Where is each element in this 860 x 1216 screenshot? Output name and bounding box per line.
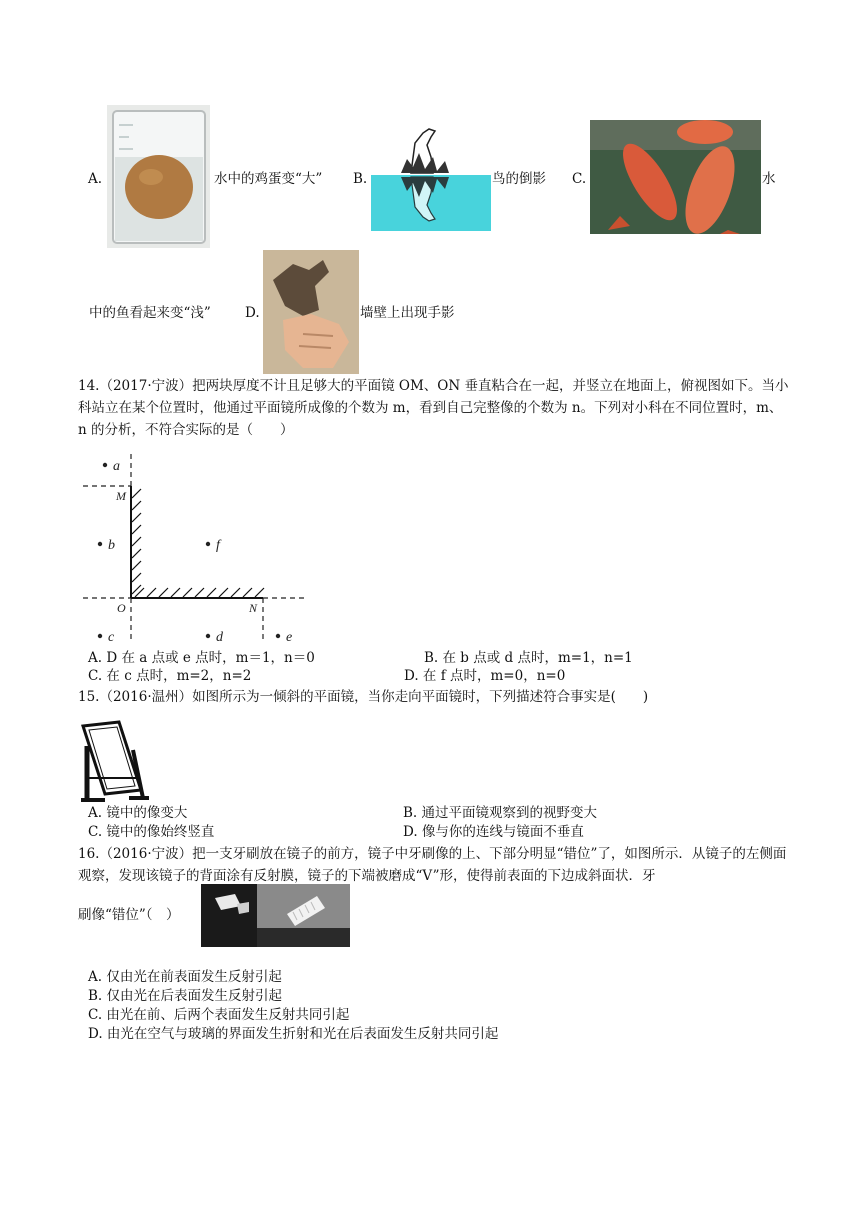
q14-option-c: C. 在 c 点时，m=2，n=2	[88, 668, 252, 684]
question-16-stem-end: 刷像“错位”（ ）	[78, 907, 180, 923]
q15-option-a: A. 镜中的像变大	[88, 805, 188, 821]
option-a-text: 水中的鸡蛋变“大”	[214, 171, 323, 187]
q15-option-d: D. 像与你的连线与镜面不垂直	[403, 824, 584, 840]
q16-option-d: D. 由光在空气与玻璃的界面发生折射和光在后表面发生反射共同引起	[88, 1026, 499, 1042]
option-c-text-2: 中的鱼看起来变“浅”	[89, 305, 211, 321]
mirror-top-view-figure	[83, 452, 308, 648]
question-16-stem: 16.（2016·宁波）把一支牙刷放在镜子的前方，镜子中牙刷像的上、下部分明显“错位”了，如图所示．从镜子的左侧面观察，发现该镜子的背面涂有反射膜，镜子的下端被磨成“V”形，使得前表面的下边成斜面状．牙	[78, 846, 787, 884]
label-d: d	[216, 630, 223, 645]
q14-option-a: A. D 在 a 点或 e 点时，m＝1，n＝0	[88, 650, 315, 666]
hand-shadow-image	[263, 250, 359, 374]
label-O: O	[117, 601, 126, 615]
q15-option-c: C. 镜中的像始终竖直	[88, 824, 215, 840]
point-d	[206, 634, 210, 638]
point-a	[103, 463, 107, 467]
point-e	[276, 634, 280, 638]
question-14-stem: 14.（2017·宁波）把两块厚度不计且足够大的平面镜 OM、ON 垂直粘合在一起，并竖立在地面上，俯视图如下。当小科站立在某个位置时，他通过平面镜所成像的个数为 m，看到自己完整像的个数为 n。下列对小科在不同位置时，m、n 的分析，不符合实际的是（ ）	[78, 378, 789, 438]
label-b: b	[108, 538, 115, 553]
label-f: f	[216, 538, 220, 553]
option-d-text: 墙壁上出现手影	[360, 305, 455, 321]
point-b	[98, 542, 102, 546]
label-a: a	[113, 459, 120, 474]
egg-in-water-image	[107, 105, 210, 248]
question-15-stem: 15.（2016·温州）如图所示为一倾斜的平面镜，当你走向平面镜时，下列描述符合事实是( )	[78, 689, 649, 705]
label-M: M	[116, 489, 126, 503]
option-b-letter: B.	[353, 171, 368, 187]
option-d-letter: D.	[245, 305, 260, 321]
point-c	[98, 634, 102, 638]
label-N: N	[249, 601, 258, 615]
label-e: e	[286, 630, 293, 645]
option-a-letter: A.	[88, 171, 103, 187]
option-c-letter: C.	[572, 171, 587, 187]
q14-option-b: B. 在 b 点或 d 点时，m=1，n=1	[424, 650, 633, 666]
q16-option-c: C. 由光在前、后两个表面发生反射共同引起	[88, 1007, 350, 1023]
option-b-text: 鸟的倒影	[492, 171, 546, 187]
point-f	[206, 542, 210, 546]
toothbrush-mirror-photo	[201, 884, 350, 947]
label-c: c	[108, 630, 115, 645]
bird-reflection-image	[371, 123, 491, 231]
tilted-mirror-figure	[77, 720, 153, 804]
fish-in-water-image	[590, 120, 761, 234]
q15-option-b: B. 通过平面镜观察到的视野变大	[403, 805, 598, 821]
q16-option-b: B. 仅由光在后表面发生反射引起	[88, 988, 283, 1004]
q16-option-a: A. 仅由光在前表面发生反射引起	[88, 969, 282, 985]
option-c-text-1: 水	[762, 171, 776, 187]
q14-option-d: D. 在 f 点时，m=0，n=0	[404, 668, 566, 684]
